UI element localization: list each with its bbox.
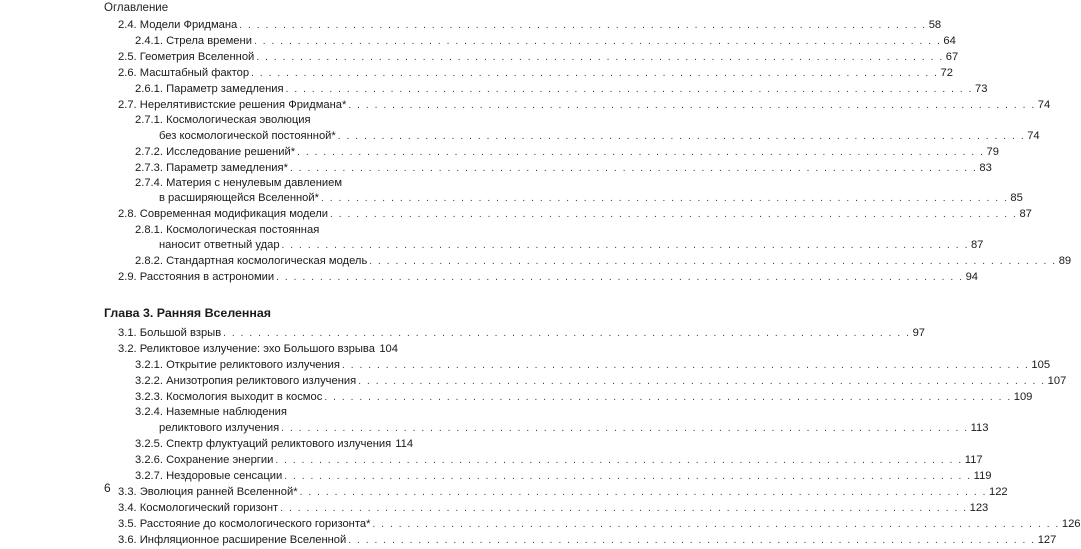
toc-entry: [104, 436, 398, 452]
toc-entry-line: [104, 49, 398, 65]
toc-entry-title: 2.6.1. Параметр замедления: [135, 81, 286, 97]
toc-entry-line: [104, 190, 398, 206]
toc-entry-page: 87: [969, 237, 983, 253]
toc-entry-page: 64: [941, 33, 955, 49]
dot-leader: . . . . . . . . . . . . . . . . . . . . . . . . . . . . . . . . . . . . . . . . . . . . . . . . . . . . . . . . . . . . . . . . . . . . . . . . . . . . . . .: [330, 207, 1017, 223]
chapter-title: Глава 3. Ранняя Вселенная: [104, 305, 398, 321]
toc-entry-title: 2.7.1. Космологическая эволюция: [135, 113, 313, 128]
toc-entry: [104, 269, 398, 285]
toc-entry-title: 2.8. Современная модификация модели: [118, 206, 330, 222]
toc-entry: [104, 500, 398, 516]
toc-entry: [104, 253, 398, 269]
toc-entry-line: [104, 532, 398, 548]
toc-entry: [104, 516, 398, 532]
toc-entry: [104, 206, 398, 222]
toc-entry-page: 123: [968, 500, 989, 516]
running-head: Оглавление: [104, 2, 168, 14]
toc-entry: [104, 33, 398, 49]
toc-entry-title: 2.8.1. Космологическая постоянная: [135, 223, 321, 238]
toc-entry-line: [104, 484, 398, 500]
toc-entry-line: [104, 436, 398, 452]
toc-entry-page: 122: [987, 484, 1008, 500]
dot-leader: . . . . . . . . . . . . . . . . . . . . . . . . . . . . . . . . . . . . . . . . . . . . . . . . . . . . . . . . . . . . . . . . . . . . . . . . . . . . . . .: [358, 374, 1045, 390]
toc-entry: [104, 97, 398, 113]
toc-group-chapter-3: [104, 325, 398, 548]
toc-entry-line: [104, 269, 398, 285]
toc-entry-page: 58: [927, 17, 941, 33]
toc-entry-page: 73: [973, 81, 987, 97]
toc-entry-line: [104, 17, 398, 33]
toc-entry-title: 3.6. Инфляционное расширение Вселенной: [118, 532, 348, 548]
dot-leader: . . . . . . . . . . . . . . . . . . . . . . . . . . . . . . . . . . . . . . . . . . . . . . . . . . . . . . . . . . . . . . . . . . . . . . . . . . . . . . .: [239, 18, 926, 34]
toc-entry-page: 127: [1036, 532, 1057, 548]
toc-entry-title: 3.4. Космологический горизонт: [118, 500, 280, 516]
toc-entry-line: [104, 223, 398, 238]
toc-entry-line: [104, 128, 398, 144]
toc-entry-page: 105: [1029, 357, 1050, 373]
toc-entry-title: 2.5. Геометрия Вселенной: [118, 49, 256, 65]
dot-leader: . . . . . . . . . . . . . . . . . . . . . . . . . . . . . . . . . . . . . . . . . . . . . . . . . . . . . . . . . . . . . . . . . . . . . . . . . . . . . . .: [281, 421, 968, 437]
toc-entry: [104, 65, 398, 81]
toc-entry-line: [104, 389, 398, 405]
toc-entry-title: 2.4.1. Стрела времени: [135, 33, 254, 49]
toc-entry: [104, 341, 398, 357]
dot-leader: . . . . . . . . . . . . . . . . . . . . . . . . . . . . . . . . . . . . . . . . . . . . . . . . . . . . . . . . . . . . . . . . . . . . . . . . . . . . . . .: [280, 501, 967, 517]
toc-entry: [104, 484, 398, 500]
toc-entry-page: 94: [964, 269, 978, 285]
toc-entry-line: [104, 113, 398, 128]
chapter-gap: [104, 285, 398, 305]
toc-entry: [104, 532, 398, 548]
dot-leader: . . . . . . . . . . . . . . . . . . . . . . . . . . . . . . . . . . . . . . . . . . . . . . . . . . . . . . . . . . . . . . . . . . . . . . . . . . . . . . .: [372, 517, 1059, 533]
toc-entry-line: [104, 500, 398, 516]
toc-entry-line: [104, 33, 398, 49]
toc-entry-page: 117: [963, 452, 983, 468]
toc-entry-line: [104, 237, 398, 253]
toc-entry-title: 3.2.7. Нездоровые сенсации: [135, 468, 284, 484]
dot-leader: . . . . . . . . . . . . . . . . . . . . . . . . . . . . . . . . . . . . . . . . . . . . . . . . . . . . . . . . . . . . . . . . . . . . . . . . . . . . . . .: [300, 485, 987, 501]
toc-entry-title: 3.2.4. Наземные наблюдения: [135, 405, 289, 420]
toc-entry: [104, 389, 398, 405]
toc-entry: [104, 144, 398, 160]
toc-entry-title: 3.2.5. Спектр флуктуаций реликтового излучения: [135, 436, 393, 452]
dot-leader: . . . . . . . . . . . . . . . . . . . . . . . . . . . . . . . . . . . . . . . . . . . . . . . . . . . . . . . . . . . . . . . . . . . . . . . . . . . . . . .: [275, 453, 962, 469]
toc-entry: [104, 357, 398, 373]
toc-entry: [104, 113, 398, 144]
dot-leader: . . . . . . . . . . . . . . . . . . . . . . . . . . . . . . . . . . . . . . . . . . . . . . . . . . . . . . . . . . . . . . . . . . . . . . . . . . . . . . .: [286, 82, 973, 98]
toc-entry: [104, 468, 398, 484]
toc-entry: [104, 160, 398, 176]
dot-leader: . . . . . . . . . . . . . . . . . . . . . . . . . . . . . . . . . . . . . . . . . . . . . . . . . . . . . . . . . . . . . . . . . . . . . . . . . . . . . . .: [223, 326, 910, 342]
toc-entry-title: 3.2.3. Космология выходит в космос: [135, 389, 324, 405]
toc-entry-page: 72: [939, 65, 953, 81]
dot-leader: . . . . . . . . . . . . . . . . . . . . . . . . . . . . . . . . . . . . . . . . . . . . . . . . . . . . . . . . . . . . . . . . . . . . . . . . . . . . . . .: [256, 50, 943, 66]
toc-entry: [104, 405, 398, 436]
toc-entry-line: [104, 420, 398, 436]
toc-entry-title: 3.3. Эволюция ранней Вселенной*: [118, 484, 300, 500]
toc-entry-title: 2.7.2. Исследование решений*: [135, 144, 297, 160]
toc-entry-title: 2.6. Масштабный фактор: [118, 65, 251, 81]
toc-entry-page: 109: [1012, 389, 1033, 405]
toc-entry-line: [104, 160, 398, 176]
toc-entry-page: 85: [1008, 190, 1022, 206]
toc-entry: [104, 325, 398, 341]
dot-leader: . . . . . . . . . . . . . . . . . . . . . . . . . . . . . . . . . . . . . . . . . . . . . . . . . . . . . . . . . . . . . . . . . . . . . . . . . . . . . . .: [297, 145, 984, 161]
toc-entry-line: [104, 405, 398, 420]
toc-entry-line: [104, 468, 398, 484]
dot-leader: . . . . . . . . . . . . . . . . . . . . . . . . . . . . . . . . . . . . . . . . . . . . . . . . . . . . . . . . . . . . . . . . . . . . . . . . . . . . . . .: [338, 129, 1025, 145]
toc-entry-page: 114: [393, 436, 413, 452]
dot-leader: . . . . . . . . . . . . . . . . . . . . . . . . . . . . . . . . . . . . . . . . . . . . . . . . . . . . . . . . . . . . . . . . . . . . . . . . . . . . . . .: [276, 270, 963, 286]
toc-entry: [104, 223, 398, 254]
toc-entry-title-continued: наносит ответный удар: [135, 237, 282, 253]
toc-entry-title: 3.2.6. Сохранение энергии: [135, 452, 275, 468]
toc-entry-page: 113: [969, 420, 989, 436]
toc-entry: [104, 452, 398, 468]
toc-entry-line: [104, 325, 398, 341]
toc-entry-page: 74: [1025, 128, 1039, 144]
toc-entry-line: [104, 65, 398, 81]
toc-entry: [104, 176, 398, 207]
toc-entry-title: 2.8.2. Стандартная космологическая модель: [135, 253, 369, 269]
toc-entry-line: [104, 373, 398, 389]
toc-entry-page: 67: [944, 49, 958, 65]
toc-entry-line: [104, 206, 398, 222]
dot-leader: . . . . . . . . . . . . . . . . . . . . . . . . . . . . . . . . . . . . . . . . . . . . . . . . . . . . . . . . . . . . . . . . . . . . . . . . . . . . . . .: [369, 254, 1056, 270]
toc-entry-line: [104, 341, 398, 357]
dot-leader: . . . . . . . . . . . . . . . . . . . . . . . . . . . . . . . . . . . . . . . . . . . . . . . . . . . . . . . . . . . . . . . . . . . . . . . . . . . . . . .: [348, 533, 1035, 549]
dot-leader: . . . . . . . . . . . . . . . . . . . . . . . . . . . . . . . . . . . . . . . . . . . . . . . . . . . . . . . . . . . . . . . . . . . . . . . . . . . . . . .: [254, 34, 941, 50]
toc-entry-title: 3.5. Расстояние до космологического горизонта*: [118, 516, 372, 532]
dot-leader: . . . . . . . . . . . . . . . . . . . . . . . . . . . . . . . . . . . . . . . . . . . . . . . . . . . . . . . . . . . . . . . . . . . . . . . . . . . . . . .: [348, 98, 1035, 114]
toc-entry-title: 2.4. Модели Фридмана: [118, 17, 239, 33]
toc-entry-line: [104, 452, 398, 468]
toc-entry-page: 89: [1057, 253, 1071, 269]
toc-entry-title: 2.7. Нерелятивистские решения Фридмана*: [118, 97, 348, 113]
toc-entry-line: [104, 81, 398, 97]
toc-entry-page: 87: [1017, 206, 1031, 222]
toc-entry-title: 2.9. Расстояния в астрономии: [118, 269, 276, 285]
page-number: 6: [104, 481, 111, 495]
toc-entry-line: [104, 144, 398, 160]
toc-entry-title: 3.1. Большой взрыв: [118, 325, 223, 341]
toc-entry-page: 107: [1046, 373, 1067, 389]
dot-leader: . . . . . . . . . . . . . . . . . . . . . . . . . . . . . . . . . . . . . . . . . . . . . . . . . . . . . . . . . . . . . . . . . . . . . . . . . . . . . . .: [321, 191, 1008, 207]
toc-entry-line: [104, 357, 398, 373]
dot-leader: . . . . . . . . . . . . . . . . . . . . . . . . . . . . . . . . . . . . . . . . . . . . . . . . . . . . . . . . . . . . . . . . . . . . . . . . . . . . . . .: [290, 161, 977, 177]
toc-entry: [104, 81, 398, 97]
toc-entry: [104, 17, 398, 33]
dot-leader: . . . . . . . . . . . . . . . . . . . . . . . . . . . . . . . . . . . . . . . . . . . . . . . . . . . . . . . . . . . . . . . . . . . . . . . . . . . . . . .: [282, 238, 969, 254]
table-of-contents: [104, 17, 398, 548]
dot-leader: . . . . . . . . . . . . . . . . . . . . . . . . . . . . . . . . . . . . . . . . . . . . . . . . . . . . . . . . . . . . . . . . . . . . . . . . . . . . . . .: [284, 469, 971, 485]
dot-leader: . . . . . . . . . . . . . . . . . . . . . . . . . . . . . . . . . . . . . . . . . . . . . . . . . . . . . . . . . . . . . . . . . . . . . . . . . . . . . . .: [251, 66, 938, 82]
toc-entry-title: 2.7.4. Материя с ненулевым давлением: [135, 176, 344, 191]
toc-entry-title-continued: в расширяющейся Вселенной*: [135, 190, 321, 206]
toc-entry-title-continued: реликтового излучения: [135, 420, 281, 436]
toc-entry-page: 119: [972, 468, 992, 484]
dot-leader: . . . . . . . . . . . . . . . . . . . . . . . . . . . . . . . . . . . . . . . . . . . . . . . . . . . . . . . . . . . . . . . . . . . . . . . . . . . . . . .: [342, 358, 1029, 374]
toc-group-chapter-2: [104, 17, 398, 285]
toc-entry-title-continued: без космологической постоянной*: [135, 128, 338, 144]
toc-entry: [104, 49, 398, 65]
toc-entry-page: 104: [377, 341, 398, 357]
toc-entry-title: 3.2.1. Открытие реликтового излучения: [135, 357, 342, 373]
toc-entry-page: 83: [977, 160, 991, 176]
toc-entry-line: [104, 253, 398, 269]
toc-entry-page: 126: [1060, 516, 1081, 532]
toc-entry-title: 3.2.2. Анизотропия реликтового излучения: [135, 373, 358, 389]
toc-entry-page: 74: [1036, 97, 1050, 113]
toc-entry-line: [104, 516, 398, 532]
toc-entry-line: [104, 176, 398, 191]
toc-entry-page: 79: [984, 144, 998, 160]
toc-entry: [104, 373, 398, 389]
toc-entry-title: 3.2. Реликтовое излучение: эхо Большого взрыва: [118, 341, 377, 357]
dot-leader: . . . . . . . . . . . . . . . . . . . . . . . . . . . . . . . . . . . . . . . . . . . . . . . . . . . . . . . . . . . . . . . . . . . . . . . . . . . . . . .: [324, 390, 1011, 406]
toc-entry-line: [104, 97, 398, 113]
toc-entry-page: 97: [911, 325, 925, 341]
toc-entry-title: 2.7.3. Параметр замедления*: [135, 160, 290, 176]
